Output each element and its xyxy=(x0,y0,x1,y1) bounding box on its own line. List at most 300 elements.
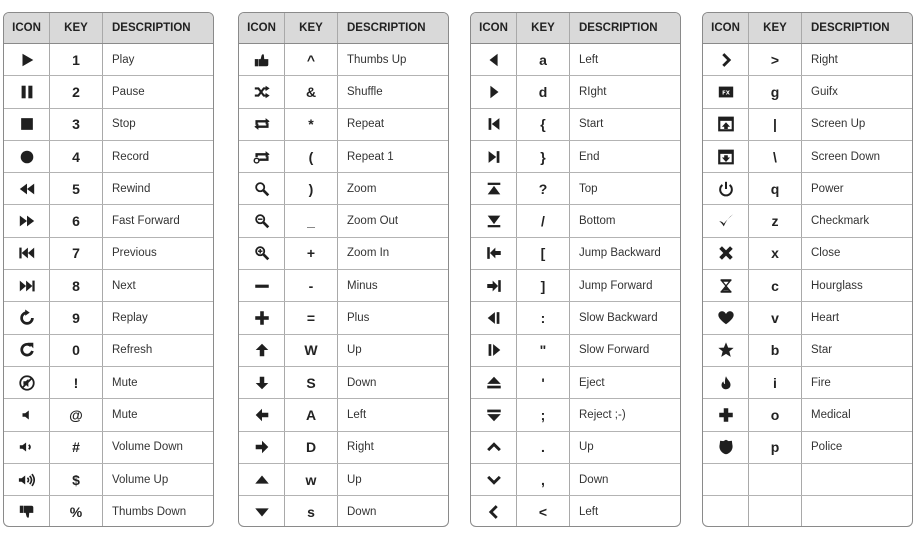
icon-cell xyxy=(703,109,749,140)
table-row xyxy=(471,44,680,76)
table-row xyxy=(703,496,912,527)
key-cell: ^ xyxy=(285,44,338,75)
description-cell: Slow Forward xyxy=(579,344,650,357)
minus-icon xyxy=(251,276,273,296)
table-row xyxy=(239,44,448,76)
table-row xyxy=(4,205,213,237)
next-icon xyxy=(16,276,38,296)
key-cell: , xyxy=(517,464,570,495)
icon-cell xyxy=(239,270,285,301)
description-cell: Repeat xyxy=(347,118,385,131)
key-cell: b xyxy=(749,335,802,366)
description-cell: Slow Backward xyxy=(579,312,658,325)
key-cell: D xyxy=(285,432,338,463)
key-table-3 xyxy=(470,12,681,527)
description-cell: Guifx xyxy=(811,85,838,98)
key-cell: c xyxy=(749,270,802,301)
key-cell: @ xyxy=(50,399,103,430)
icon-cell xyxy=(239,238,285,269)
table-row xyxy=(239,399,448,431)
icon-cell xyxy=(239,496,285,527)
thumbs-down-icon xyxy=(16,502,38,522)
bottom-icon xyxy=(483,211,505,231)
key-cell: \ xyxy=(749,141,802,172)
table-row xyxy=(239,173,448,205)
chevron-down-icon xyxy=(483,470,505,490)
icon-cell xyxy=(4,270,50,301)
key-cell: i xyxy=(749,367,802,398)
caret-right-icon xyxy=(483,82,505,102)
description-cell: Repeat 1 xyxy=(347,150,394,163)
description-cell: Refresh xyxy=(112,344,153,357)
icon-cell xyxy=(703,44,749,75)
description-cell: Close xyxy=(811,247,841,260)
description-cell xyxy=(802,496,912,527)
description-cell: Right xyxy=(347,441,374,454)
table-row xyxy=(4,76,213,108)
table-row xyxy=(4,173,213,205)
table-row xyxy=(703,399,912,431)
icon-cell xyxy=(703,141,749,172)
description-cell: Hourglass xyxy=(811,279,863,292)
icon-cell xyxy=(471,464,517,495)
description-cell: Medical xyxy=(811,408,851,421)
table-row xyxy=(703,335,912,367)
table-row xyxy=(471,270,680,302)
key-cell: W xyxy=(285,335,338,366)
icon-cell xyxy=(471,432,517,463)
description-cell: Reject ;-) xyxy=(579,408,626,421)
description-cell: Mute xyxy=(112,408,138,421)
key-table-1 xyxy=(3,12,214,527)
icon-cell xyxy=(471,141,517,172)
table-row xyxy=(4,141,213,173)
key-cell: / xyxy=(517,205,570,236)
replay-icon xyxy=(16,308,38,328)
key-cell: & xyxy=(285,76,338,107)
table-row xyxy=(471,173,680,205)
table-row xyxy=(703,367,912,399)
jump-forward-icon xyxy=(483,276,505,296)
icon-cell xyxy=(239,464,285,495)
mute-speaker-icon xyxy=(16,405,38,425)
table-row xyxy=(703,432,912,464)
description-cell: Jump Backward xyxy=(579,247,661,260)
icon-cell xyxy=(239,109,285,140)
icon-cell xyxy=(4,464,50,495)
table-row xyxy=(239,464,448,496)
description-cell: Mute xyxy=(112,376,138,389)
key-cell: ! xyxy=(50,367,103,398)
key-cell: ? xyxy=(517,173,570,204)
description-cell: Zoom Out xyxy=(347,215,399,228)
icon-cell xyxy=(471,109,517,140)
table-row xyxy=(703,205,912,237)
icon-cell xyxy=(471,205,517,236)
key-cell: 9 xyxy=(50,302,103,333)
table-row xyxy=(703,173,912,205)
table-row xyxy=(4,109,213,141)
description-cell: Stop xyxy=(112,118,136,131)
icon-cell xyxy=(4,76,50,107)
table-row xyxy=(239,76,448,108)
key-cell: 6 xyxy=(50,205,103,236)
description-cell: Left xyxy=(579,53,599,66)
icon-cell xyxy=(703,399,749,430)
table-header xyxy=(239,13,448,44)
description-cell: Top xyxy=(579,182,598,195)
table-row xyxy=(703,270,912,302)
key-cell: s xyxy=(285,496,338,527)
description-cell: Volume Down xyxy=(112,441,183,454)
table-row xyxy=(471,432,680,464)
description-cell: Down xyxy=(347,506,377,519)
table-row xyxy=(4,464,213,496)
key-cell: 3 xyxy=(50,109,103,140)
icon-cell xyxy=(4,367,50,398)
icon-cell xyxy=(471,496,517,527)
icon-cell xyxy=(4,335,50,366)
icon-cell xyxy=(4,109,50,140)
pause-icon xyxy=(16,82,38,102)
medical-icon xyxy=(715,405,737,425)
thumbs-up-icon xyxy=(251,50,273,70)
zoom-in-icon xyxy=(251,243,273,263)
star-icon xyxy=(715,340,737,360)
key-cell: 0 xyxy=(50,335,103,366)
table-row xyxy=(471,238,680,270)
key-cell: > xyxy=(749,44,802,75)
table-row xyxy=(703,44,912,76)
header-key: KEY xyxy=(50,13,103,43)
key-cell: % xyxy=(50,496,103,527)
header-key: KEY xyxy=(285,13,338,43)
key-cell: | xyxy=(749,109,802,140)
key-cell: o xyxy=(749,399,802,430)
icon-cell xyxy=(4,496,50,527)
caret-left-icon xyxy=(483,50,505,70)
icon-cell xyxy=(703,238,749,269)
header-key: KEY xyxy=(517,13,570,43)
stop-icon xyxy=(16,114,38,134)
header-key: KEY xyxy=(749,13,802,43)
key-cell: ] xyxy=(517,270,570,301)
arrow-right-icon xyxy=(251,437,273,457)
description-cell: Minus xyxy=(347,279,378,292)
plus-icon xyxy=(251,308,273,328)
description-cell: Heart xyxy=(811,312,840,325)
icon-cell xyxy=(471,173,517,204)
table-row xyxy=(703,76,912,108)
icon-cell xyxy=(239,205,285,236)
rewind-icon xyxy=(16,179,38,199)
icon-cell xyxy=(471,270,517,301)
icon-cell xyxy=(471,76,517,107)
key-cell: 8 xyxy=(50,270,103,301)
icon-cell xyxy=(4,302,50,333)
zoom-out-icon xyxy=(251,211,273,231)
fire-icon xyxy=(715,373,737,393)
description-cell: Jump Forward xyxy=(579,279,653,292)
play-icon xyxy=(16,50,38,70)
table-row xyxy=(239,367,448,399)
description-cell: Previous xyxy=(112,247,157,260)
key-cell: a xyxy=(517,44,570,75)
icon-cell xyxy=(471,238,517,269)
icon-cell xyxy=(239,335,285,366)
power-icon xyxy=(715,179,737,199)
icon-cell xyxy=(4,44,50,75)
hourglass-icon xyxy=(715,276,737,296)
key-cell: _ xyxy=(285,205,338,236)
guifx-icon xyxy=(715,82,737,102)
icon-cell xyxy=(239,76,285,107)
key-cell: 5 xyxy=(50,173,103,204)
jump-backward-icon xyxy=(483,243,505,263)
key-table-4 xyxy=(702,12,913,527)
slow-backward-icon xyxy=(483,308,505,328)
icon-cell xyxy=(703,432,749,463)
description-cell: Shuffle xyxy=(347,85,383,98)
table-row xyxy=(4,238,213,270)
description-cell: Plus xyxy=(347,312,370,325)
description-cell: Bottom xyxy=(579,215,616,228)
description-cell: Fire xyxy=(811,376,831,389)
table-row xyxy=(471,141,680,173)
description-cell: Fast Forward xyxy=(112,215,180,228)
icon-cell xyxy=(471,399,517,430)
mute-circle-icon xyxy=(16,373,38,393)
key-cell: d xyxy=(517,76,570,107)
header-description: DESCRIPTION xyxy=(347,22,426,34)
description-cell: Down xyxy=(579,473,609,486)
key-cell: = xyxy=(285,302,338,333)
description-cell: Zoom In xyxy=(347,247,390,260)
description-cell: End xyxy=(579,150,600,163)
checkmark-icon xyxy=(715,211,737,231)
key-cell: [ xyxy=(517,238,570,269)
header-icon: ICON xyxy=(703,13,749,43)
key-cell: q xyxy=(749,173,802,204)
header-description: DESCRIPTION xyxy=(112,22,191,34)
description-cell: Eject xyxy=(579,376,605,389)
icon-cell xyxy=(239,302,285,333)
key-cell: 2 xyxy=(50,76,103,107)
arrow-left-icon xyxy=(251,405,273,425)
triangle-up-icon xyxy=(251,470,273,490)
arrow-down-icon xyxy=(251,373,273,393)
table-row xyxy=(4,496,213,527)
top-icon xyxy=(483,179,505,199)
key-cell: p xyxy=(749,432,802,463)
volume-down-icon xyxy=(16,437,38,457)
icon-cell xyxy=(703,496,749,527)
key-cell: . xyxy=(517,432,570,463)
key-cell: x xyxy=(749,238,802,269)
chevron-right-icon xyxy=(715,50,737,70)
table-row xyxy=(4,335,213,367)
key-cell: S xyxy=(285,367,338,398)
key-cell: ; xyxy=(517,399,570,430)
description-cell: Rewind xyxy=(112,182,151,195)
table-row xyxy=(471,335,680,367)
table-row xyxy=(703,141,912,173)
reject-icon xyxy=(483,405,505,425)
table-row xyxy=(4,432,213,464)
description-cell: Down xyxy=(347,376,377,389)
close-icon xyxy=(715,243,737,263)
icon-cell xyxy=(4,173,50,204)
description-cell: Play xyxy=(112,53,135,66)
table-header xyxy=(703,13,912,44)
icon-cell xyxy=(239,141,285,172)
table-header xyxy=(471,13,680,44)
icon-cell xyxy=(703,464,749,495)
table-row xyxy=(239,109,448,141)
table-row xyxy=(239,496,448,527)
description-cell: Replay xyxy=(112,312,148,325)
description-cell: Volume Up xyxy=(112,473,169,486)
volume-up-icon xyxy=(16,470,38,490)
icon-cell xyxy=(4,205,50,236)
icon-cell xyxy=(703,302,749,333)
shuffle-icon xyxy=(251,82,273,102)
description-cell: Zoom xyxy=(347,182,377,195)
table-row xyxy=(471,464,680,496)
icon-cell xyxy=(239,399,285,430)
police-icon xyxy=(715,437,737,457)
table-row xyxy=(703,238,912,270)
table-row xyxy=(239,141,448,173)
table-row xyxy=(239,238,448,270)
table-row xyxy=(703,464,912,496)
zoom-icon xyxy=(251,179,273,199)
description-cell: Up xyxy=(579,441,594,454)
key-cell: z xyxy=(749,205,802,236)
description-cell: Police xyxy=(811,441,843,454)
description-cell: Screen Down xyxy=(811,150,881,163)
key-cell: < xyxy=(517,496,570,527)
key-cell: v xyxy=(749,302,802,333)
key-cell: A xyxy=(285,399,338,430)
key-cell: * xyxy=(285,109,338,140)
eject-icon xyxy=(483,373,505,393)
key-cell: - xyxy=(285,270,338,301)
key-cell: : xyxy=(517,302,570,333)
slow-forward-icon xyxy=(483,340,505,360)
header-description: DESCRIPTION xyxy=(811,22,890,34)
table-row xyxy=(4,367,213,399)
triangle-down-icon xyxy=(251,502,273,522)
description-cell: Screen Up xyxy=(811,118,866,131)
chevron-up-icon xyxy=(483,437,505,457)
icon-cell xyxy=(703,335,749,366)
table-row xyxy=(4,399,213,431)
description-cell: Left xyxy=(347,408,367,421)
icon-cell xyxy=(703,205,749,236)
key-cell: " xyxy=(517,335,570,366)
key-cell: 1 xyxy=(50,44,103,75)
table-row xyxy=(471,399,680,431)
chevron-left-icon xyxy=(483,502,505,522)
description-cell: Record xyxy=(112,150,150,163)
icon-cell xyxy=(703,76,749,107)
description-cell: Right xyxy=(811,53,838,66)
header-icon: ICON xyxy=(4,13,50,43)
end-icon xyxy=(483,147,505,167)
description-cell: Power xyxy=(811,182,844,195)
table-row xyxy=(239,335,448,367)
heart-icon xyxy=(715,308,737,328)
icon-cell xyxy=(703,367,749,398)
key-table-2 xyxy=(238,12,449,527)
icon-cell xyxy=(4,399,50,430)
key-cell xyxy=(749,464,802,495)
key-cell: { xyxy=(517,109,570,140)
refresh-icon xyxy=(16,340,38,360)
description-cell: Left xyxy=(579,506,599,519)
icon-cell xyxy=(239,432,285,463)
table-row xyxy=(471,496,680,527)
key-cell: + xyxy=(285,238,338,269)
description-cell: Thumbs Down xyxy=(112,506,187,519)
table-row xyxy=(471,109,680,141)
icon-cell xyxy=(4,141,50,172)
table-row xyxy=(239,270,448,302)
previous-icon xyxy=(16,243,38,263)
description-cell: Checkmark xyxy=(811,215,870,228)
description-cell: Up xyxy=(347,344,362,357)
table-row xyxy=(471,367,680,399)
icon-cell xyxy=(239,367,285,398)
header-icon: ICON xyxy=(239,13,285,43)
table-row xyxy=(471,205,680,237)
description-cell: Pause xyxy=(112,85,145,98)
key-cell: # xyxy=(50,432,103,463)
icon-cell xyxy=(471,335,517,366)
arrow-up-icon xyxy=(251,340,273,360)
table-row xyxy=(239,432,448,464)
icon-cell xyxy=(703,270,749,301)
description-cell: Thumbs Up xyxy=(347,53,407,66)
description-cell xyxy=(802,464,912,495)
description-cell: Star xyxy=(811,344,833,357)
key-cell: ) xyxy=(285,173,338,204)
icon-cell xyxy=(4,432,50,463)
key-cell: w xyxy=(285,464,338,495)
table-row xyxy=(4,44,213,76)
icon-cell xyxy=(4,238,50,269)
table-row xyxy=(239,302,448,334)
icon-cell xyxy=(239,44,285,75)
description-cell: RIght xyxy=(579,85,607,98)
key-cell: g xyxy=(749,76,802,107)
icon-cell xyxy=(471,367,517,398)
header-description: DESCRIPTION xyxy=(579,22,658,34)
key-cell xyxy=(749,496,802,527)
repeat-one-icon xyxy=(251,147,273,167)
screen-down-icon xyxy=(715,147,737,167)
table-row xyxy=(4,270,213,302)
repeat-icon xyxy=(251,114,273,134)
table-row xyxy=(703,109,912,141)
table-row xyxy=(471,76,680,108)
icon-cell xyxy=(239,173,285,204)
key-cell: 7 xyxy=(50,238,103,269)
table-row xyxy=(4,302,213,334)
description-cell: Start xyxy=(579,118,604,131)
key-cell: $ xyxy=(50,464,103,495)
